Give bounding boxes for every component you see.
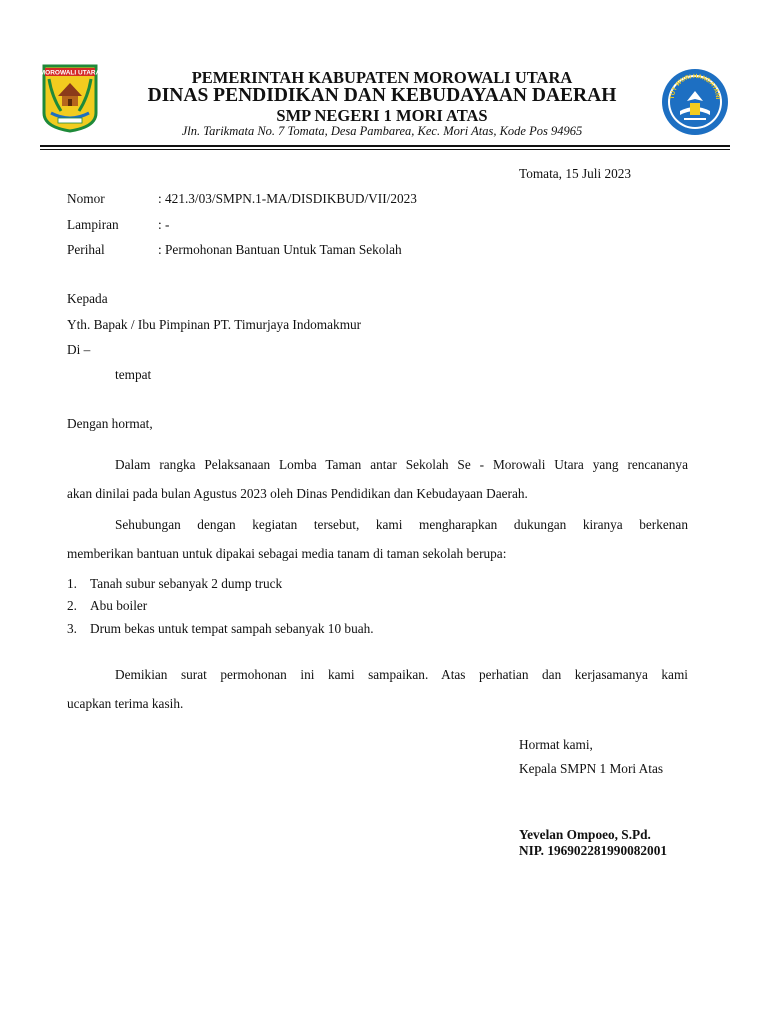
paragraph-1-line-1: Dalam rangka Pelaksanaan Lomba Taman antar Sekolah Se - Morowali Utara yang rencananya (115, 457, 688, 472)
recipient-kepada: Kepada (67, 291, 108, 306)
letterhead-department: DINAS PENDIDIKAN DAN KEBUDAYAAN DAERAH (147, 85, 617, 106)
closing-line-1: Demikian surat permohonan ini kami sampaikan. Atas perhatian dan kerjasamanya kami (115, 667, 688, 682)
paragraph-2-line-2: memberikan bantuan untuk dipakai sebagai media tanam di taman sekolah berupa: (67, 546, 507, 561)
right-logo-text: TUT WURI HANDAYANI (669, 73, 721, 100)
meta-label-lampiran: Lampiran (67, 217, 119, 232)
signatory-name: Yevelan Ompoeo, S.Pd. (519, 827, 651, 842)
list-item-number: 3. (67, 621, 77, 636)
letterhead-rule-thick (40, 145, 730, 147)
meta-label-perihal: Perihal (67, 242, 105, 257)
signature-salutation: Hormat kami, (519, 737, 593, 752)
morowali-utara-emblem-icon (41, 63, 99, 133)
closing-line-2: ucapkan terima kasih. (67, 696, 184, 711)
list-item: Tanah subur sebanyak 2 dump truck (90, 576, 283, 591)
list-item: Abu boiler (90, 598, 148, 613)
letterhead-rule-thin (40, 149, 730, 150)
list-item: Drum bekas untuk tempat sampah sebanyak 10 buah. (90, 621, 374, 636)
letterhead-address: Jln. Tarikmata No. 7 Tomata, Desa Pambarea, Kec. Mori Atas, Kode Pos 94965 (181, 124, 583, 138)
left-logo-text: MOROWALI UTARA (41, 69, 99, 77)
signature-position: Kepala SMPN 1 Mori Atas (519, 761, 664, 776)
meta-value-lampiran: : - (158, 217, 170, 232)
recipient-di: Di – (67, 342, 91, 357)
letter-date: Tomata, 15 Juli 2023 (519, 166, 632, 181)
meta-value-nomor: : 421.3/03/SMPN.1-MA/DISDIKBUD/VII/2023 (158, 191, 417, 206)
paragraph-1-line-2: akan dinilai pada bulan Agustus 2023 oleh Dinas Pendidikan dan Kebudayaan Daerah. (67, 486, 528, 501)
signatory-nip: NIP. 196902281990082001 (519, 843, 667, 858)
list-item-number: 1. (67, 576, 77, 591)
greeting: Dengan hormat, (67, 416, 153, 431)
tut-wuri-handayani-emblem-icon (660, 67, 730, 137)
recipient-name: Yth. Bapak / Ibu Pimpinan PT. Timurjaya Indomakmur (67, 317, 362, 332)
letterhead-government: PEMERINTAH KABUPATEN MOROWALI UTARA (191, 68, 573, 87)
list-item-number: 2. (67, 598, 77, 613)
meta-label-nomor: Nomor (67, 191, 105, 206)
meta-value-perihal: : Permohonan Bantuan Untuk Taman Sekolah (158, 242, 402, 257)
paragraph-2-line-1: Sehubungan dengan kegiatan tersebut, kami mengharapkan dukungan kiranya berkenan (115, 517, 688, 532)
letterhead-school: SMP NEGERI 1 MORI ATAS (276, 106, 488, 125)
recipient-tempat: tempat (115, 367, 152, 382)
